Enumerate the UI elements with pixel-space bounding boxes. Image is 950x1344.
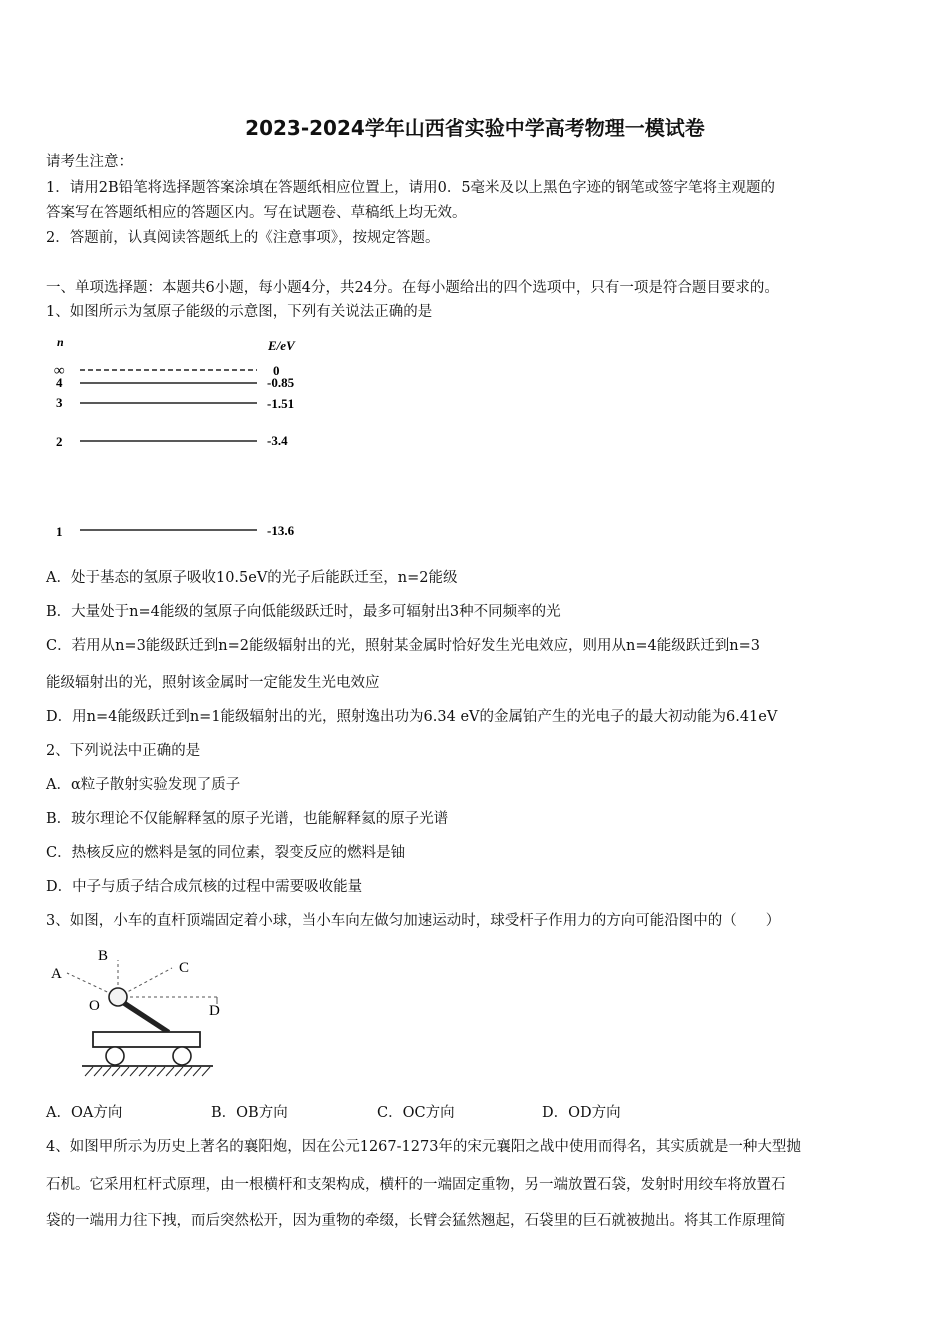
q1-stem: 1、如图所示为氢原子能级的示意图，下列有关说法正确的是	[46, 304, 433, 320]
level-e-1: -13.6	[267, 523, 295, 538]
q2-option-a: A．α粒子散射实验发现了质子	[46, 777, 241, 793]
q2-option-d: D．中子与质子结合成氘核的过程中需要吸收能量	[46, 879, 363, 895]
wheel-left	[106, 1047, 124, 1065]
level-n-3: 3	[56, 395, 63, 410]
label-a: A	[51, 966, 62, 982]
e-axis-label: E/eV	[268, 338, 295, 353]
level-n-inf: ∞	[54, 363, 65, 379]
level-e-4: -0.85	[267, 375, 295, 390]
cart-body	[93, 1032, 200, 1047]
q3-stem: 3、如图，小车的直杆顶端固定着小球，当小车向左做匀加速运动时，球受杆子作用力的方向可能沿图中的（ ）	[46, 913, 781, 929]
cart-rod	[123, 1002, 169, 1032]
q3-option-a: A．OA方向	[46, 1105, 123, 1121]
q1-option-c: C．若用从n=3能级跃迁到n=2能级辐射出的光，照射某金属时恰好发生光电效应，则用从n=4能级跃迁到n=3	[46, 638, 760, 654]
q4-line-3: 袋的一端用力往下拽，而后突然松开，因为重物的牵缀，长臂会猛然翘起，石袋里的巨石就被抛出。将其工作原理简	[46, 1213, 786, 1229]
q4-line-2: 石机。它采用杠杆式原理，由一根横杆和支架构成，横杆的一端固定重物，另一端放置石袋，发射时用绞车将放置石	[46, 1177, 786, 1193]
q1-option-a: A．处于基态的氢原子吸收10.5eV的光子后能跃迁至，n=2能级	[46, 570, 458, 586]
label-c: C	[179, 960, 190, 976]
level-n-4: 4	[56, 375, 63, 390]
level-n-1: 1	[56, 524, 63, 539]
q3-option-d: D．OD方向	[542, 1105, 621, 1121]
q4-line-1: 4、如图甲所示为历史上著名的襄阳炮，因在公元1267-1273年的宋元襄阳之战中使用而得名，其实质就是一种大型抛	[46, 1139, 801, 1155]
q1-option-c-cont: 能级辐射出的光，照射该金属时一定能发生光电效应	[46, 675, 380, 691]
q2-option-c: C．热核反应的燃料是氢的同位素，裂变反应的燃料是铀	[46, 845, 406, 861]
page-title: 2023-2024学年山西省实验中学高考物理一模试卷	[245, 116, 705, 140]
ball	[109, 988, 127, 1006]
label-d: D	[209, 1003, 220, 1019]
q3-option-b: B．OB方向	[211, 1105, 288, 1121]
level-e-3: -1.51	[267, 396, 295, 411]
ground-hatching	[85, 1067, 210, 1076]
notice-heading: 请考生注意：	[46, 154, 133, 170]
q2-option-b: B．玻尔理论不仅能解释氢的原子光谱，也能解释氦的原子光谱	[46, 811, 449, 827]
q2-stem: 2、下列说法中正确的是	[46, 743, 201, 759]
q1-option-b: B．大量处于n=4能级的氢原子向低能级跃迁时，最多可辐射出3种不同频率的光	[46, 604, 561, 620]
level-e-inf: 0	[273, 363, 280, 378]
level-e-2: -3.4	[267, 433, 288, 448]
cart-diagram	[45, 940, 235, 1085]
section-heading: 一、单项选择题：本题共6小题，每小题4分，共24分。在每小题给出的四个选项中，只有一项是符合题目要求的。	[46, 280, 779, 296]
q1-option-d: D．用n=4能级跃迁到n=1能级辐射出的光，照射逸出功为6.34 eV的金属铂产生的光电子的最大初动能为6.41eV	[46, 709, 778, 725]
notice-item-2: 2．答题前，认真阅读答题纸上的《注意事项》，按规定答题。	[46, 230, 440, 246]
notice-item-1-cont: 答案写在答题纸相应的答题区内。写在试题卷、草稿纸上均无效。	[46, 205, 467, 221]
wheel-right	[173, 1047, 191, 1065]
label-b: B	[98, 948, 109, 964]
q3-option-c: C．OC方向	[377, 1105, 455, 1121]
label-o: O	[89, 998, 100, 1014]
level-n-2: 2	[56, 434, 63, 449]
n-axis-label: n	[57, 335, 64, 349]
notice-item-1: 1．请用2B铅笔将选择题答案涂填在答题纸相应位置上，请用0．5毫米及以上黑色字迹的钢笔或签字笔将主观题的	[46, 180, 776, 196]
energy-level-diagram	[45, 330, 345, 550]
